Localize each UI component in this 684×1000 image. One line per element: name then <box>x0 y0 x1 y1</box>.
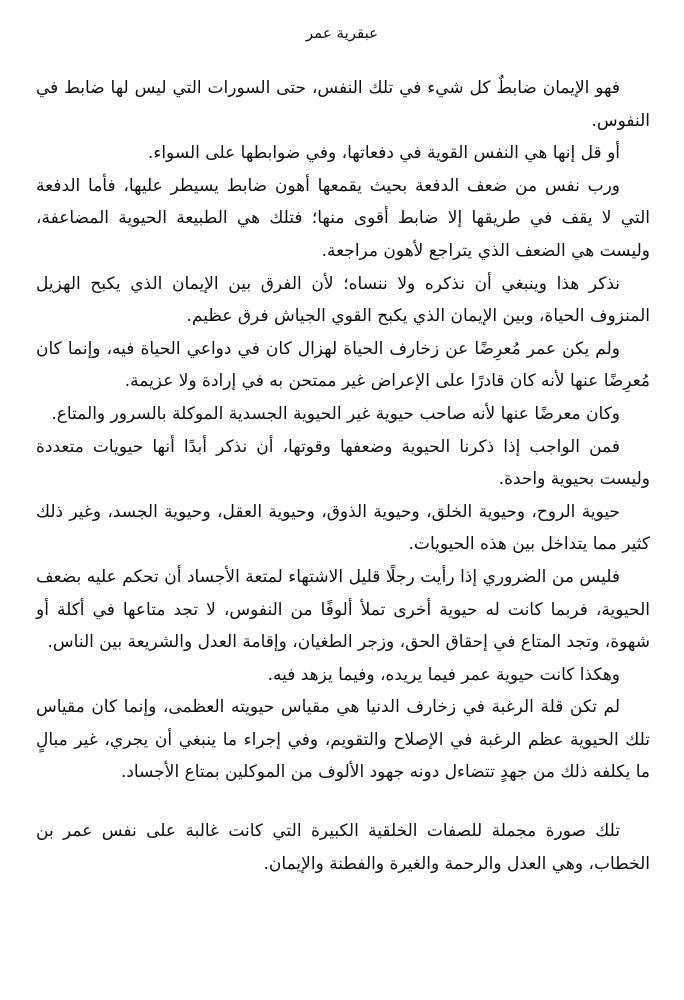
paragraph: فليس من الضروري إذا رأيت رجلًا قليل الاشتهاء لمتعة الأجساد أن تحكم عليه بضعف الحيوية، فربما كانت له حيوية أخرى تملأ ألوفًا من النفوس، لا تجد متاعها في أكلة أو شهوة، وتجد المتاع في إحقاق الحق، وزجر الطغيان، وإقامة العدل والشريعة بين الناس. <box>36 566 650 653</box>
section-gap <box>36 789 650 815</box>
paragraph: وهكذا كانت حيوية عمر فيما يريده، وفيما يزهد فيه. <box>267 664 620 685</box>
paragraph: نذكر هذا وينبغي أن نذكره ولا ننساه؛ لأن الفرق بين الإيمان الذي يكبح الهزيل المنزوف الحياة، وبين الإيمان الذي يكبح القوي الجياش فرق عظيم. <box>36 273 650 327</box>
paragraph: أو قل إنها هي النفس القوية في دفعاتها، وفي ضوابطها على السواء. <box>147 143 620 164</box>
paragraph: ولم يكن عمر مُعرِضًا عن زخارف الحياة لهزال كان في دواعي الحياة فيه، وإنما كان مُعرِضًا عنها لأنه كان قادرًا على الإعراض غير ممتحن به في إرادة ولا عزيمة. <box>36 338 650 392</box>
paragraph: فهو الإيمان ضابطٌ كل شيء في تلك النفس، حتى السورات التي ليس لها ضابط في النفوس. <box>36 78 650 131</box>
paragraph: تلك صورة مجملة للصفات الخلقية الكبيرة التي كانت غالبة على نفس عمر بن الخطاب، وهي العدل والرحمة والغيرة والفطنة والإيمان. <box>36 821 650 874</box>
paragraph: ورب نفس من ضعف الدفعة بحيث يقمعها أهون ضابط يسيطر عليها، فأما الدفعة التي لا يقف في طريقها إلا ضابط أقوى منها؛ فتلك هي الطبيعة الحيوية المضاعفة، وليست هي الضعف الذي يتراجع لأهون مراجعة. <box>36 175 650 261</box>
paragraph: فمن الواجب إذا ذكرنا الحيوية وضعفها وقوتها، أن نذكر أبدًا أنها حيويات متعددة وليست بحيوية واحدة. <box>36 436 650 490</box>
paragraph: حيوية الروح، وحيوية الخلق، وحيوية الذوق، وحيوية العقل، وحيوية الجسد، وغير ذلك كثير مما يتداخل بين هذه الحيويات. <box>36 501 650 555</box>
paragraph: لم تكن قلة الرغبة في زخارف الدنيا هي مقياس حيويته العظمى، وإنما كان مقياس تلك الحيوية عظم الرغبة في الإصلاح والتقويم، وفي إجراء ما ينبغي أن يجري، غير مبالٍ ما يكلفه ذلك من جهدٍ تتضاءل دونه جهود الألوف من الموكلين بمتاع الأجساد. <box>36 697 650 783</box>
page-body-text <box>36 72 650 880</box>
paragraph: وكان معرضًا عنها لأنه صاحب حيوية غير الحيوية الجسدية الموكلة بالسرور والمتاع. <box>51 403 620 424</box>
page-header-title: عبقرية عمر <box>305 24 379 42</box>
